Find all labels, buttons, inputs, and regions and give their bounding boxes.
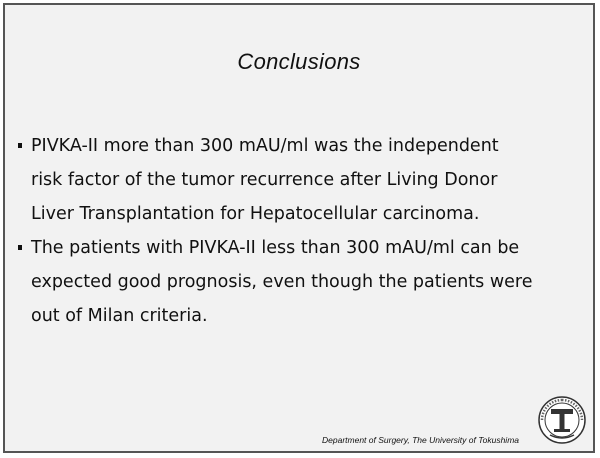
footer-affiliation: Department of Surgery, The University of Tokushima	[322, 435, 519, 445]
bullet-list	[15, 129, 595, 333]
bullet-line: The patients with PIVKA-II less than 300 mAU/ml can be	[31, 238, 520, 258]
slide	[3, 3, 595, 453]
bullet-line: risk factor of the tumor recurrence after Living Donor	[31, 170, 498, 190]
bullet-line: PIVKA-II more than 300 mAU/ml was the independent	[31, 136, 499, 156]
bullet-marker	[18, 143, 22, 148]
bullet-line: out of Milan criteria.	[31, 306, 208, 326]
university-seal-icon	[537, 395, 587, 445]
bullet-item	[15, 231, 595, 333]
bullet-line: expected good prognosis, even though the patients were	[31, 272, 533, 292]
slide-title: Conclusions	[237, 49, 361, 74]
bullet-line: Liver Transplantation for Hepatocellular carcinoma.	[31, 204, 480, 224]
bullet-item	[15, 129, 595, 231]
bullet-marker	[18, 245, 22, 250]
